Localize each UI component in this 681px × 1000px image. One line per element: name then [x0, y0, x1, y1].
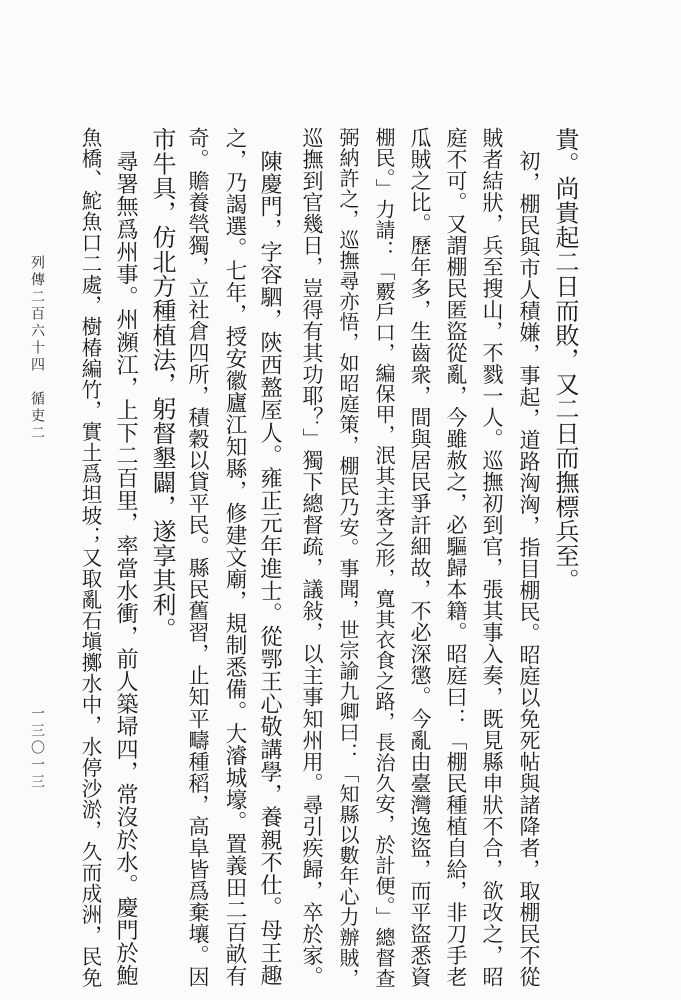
text-line: 初，棚民與市人積嫌，事起，道路洶洶，指目棚民。昭庭以免死帖與諸降者，取棚民不從: [516, 150, 540, 988]
page-number: 一三〇一三: [29, 706, 45, 791]
text-line: 巡撫到官幾日，豈得有其功耶？」獨下總督疏，議敍，以主事知州用。尋引疾歸，卒於家。: [300, 127, 325, 988]
text-line: 尋署無爲州事。州瀕江，上下二百里，率當水衝，前人築埽四，常沒於水。慶門於鮑: [113, 150, 139, 987]
text-line: 陳慶門，字容駟，陝西盩厔人。雍正元年進士。從鄂王心敬講學，養親不仕。母王趣: [257, 150, 283, 987]
page-header-title: 列傳二百六十四 循吏二: [29, 255, 45, 442]
text-line: 奇。贍養煢獨，立社倉四所，積穀以貸平民。縣民舊習，止知平疇種稻，高阜皆爲棄壤。因: [186, 127, 211, 988]
text-line: 魚橋、鮀魚口二處，樹椿編竹，實土爲坦坡；又取亂石塡擲水中，水停沙淤，久而成洲，民免: [78, 127, 102, 988]
text-line: 之，乃謁選。七年，授安徽廬江知縣，修建文廟，規制悉備。大濬城壕。置義田二百畝有: [222, 127, 247, 987]
text-line: 棚民。」力請：「覈戶口，編保甲，泯其主客之形，寬其衣食之路，長治久安，於計便。」總督查: [372, 127, 396, 989]
text-line: 庭不可。又謂棚民匿盜從亂，今雖赦之，必驅歸本籍。昭庭曰：「棚民種植自給，非刀手老: [444, 127, 469, 988]
text-line: 瓜賊之比。歷年多，生齒衆，間與居民爭訐細故，不必深懲。今亂由臺灣逸盜，而平盜悉資: [408, 127, 433, 988]
text-line: 賊者結狀，兵至搜山，不戮一人。巡撫初到官，張其事入奏，既見縣申狀不合，欲改之，昭: [480, 127, 505, 988]
text-line: 弼納許之，巡撫尋亦悟，如昭庭策，棚民乃安。事聞，世宗諭九卿曰：「知縣以數年心力辦賊，: [336, 127, 360, 989]
text-line: 貴。尚貴起二日而敗，又二日而撫標兵至。: [551, 127, 579, 593]
text-line: 市牛具，仿北方種植法，躬督墾闢，遂享其利。: [148, 127, 176, 642]
